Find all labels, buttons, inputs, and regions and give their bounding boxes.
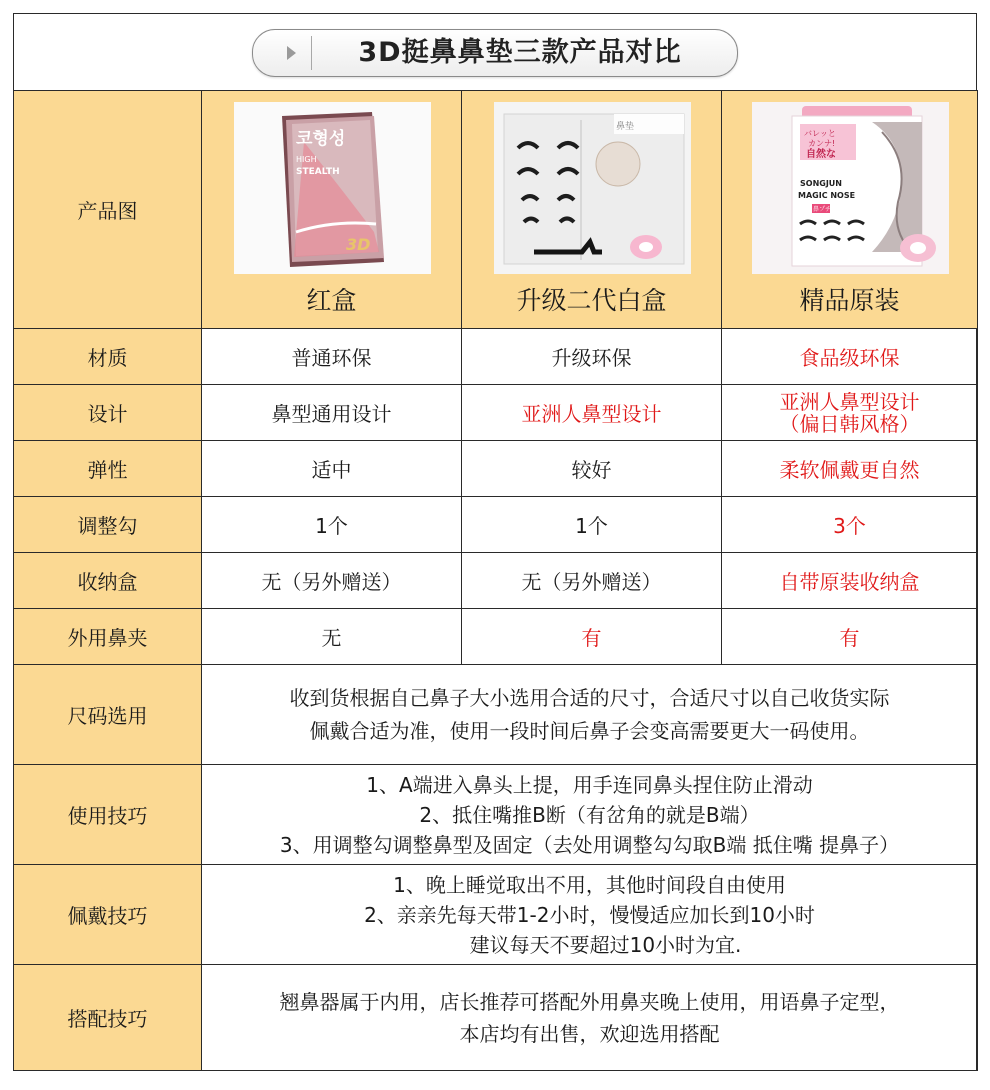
table-cell: 适中: [202, 441, 462, 497]
red-box-product-photo: [234, 102, 431, 274]
cell-line: 亚洲人鼻型设计: [779, 389, 920, 414]
table-cell-highlight: 食品级环保: [722, 329, 978, 385]
table-cell: 无（另外赠送）: [202, 553, 462, 609]
table-row: [14, 497, 978, 553]
info-row: [14, 665, 978, 765]
row-label: 材质: [14, 329, 202, 385]
info-row: [14, 865, 978, 965]
table-cell: 无: [202, 609, 462, 665]
info-line: 3、用调整勾调整鼻型及固定（去处用调整勾勾取B端 抵住嘴 提鼻子）: [279, 832, 900, 857]
info-line: 1、晚上睡觉取出不用，其他时间段自由使用: [393, 872, 786, 897]
info-row: [14, 965, 978, 1071]
title-pill: [252, 29, 738, 77]
red-box-badge: 3D: [346, 234, 371, 254]
row-label: 使用技巧: [14, 765, 202, 865]
info-line: 2、抵住嘴推B断（有岔角的就是B端）: [419, 802, 760, 827]
comparison-frame: [13, 13, 977, 1071]
orig-jp-text3: 自然な: [806, 148, 836, 160]
table-cell: 普通环保: [202, 329, 462, 385]
red-box-illustration: [234, 102, 431, 274]
original-package-illustration: [752, 102, 949, 274]
table-cell: 鼻型通用设计: [202, 385, 462, 441]
table-row: [14, 609, 978, 665]
info-cell: [202, 765, 978, 865]
table-cell: 1个: [462, 497, 722, 553]
row-label: 搭配技巧: [14, 965, 202, 1071]
info-line: 2、亲亲先每天带1-2小时，慢慢适应加长到10小时: [364, 902, 815, 927]
row-label: 设计: [14, 385, 202, 441]
product-cell-red-box: [202, 91, 462, 329]
cell-line: （偏日韩风格）: [779, 411, 920, 436]
red-box-line2: STEALTH: [296, 166, 340, 177]
white-box-product-photo: [494, 102, 691, 274]
title-bar: [14, 14, 976, 91]
original-package-product-photo: [752, 102, 949, 274]
red-box-brand-text: 코형성: [296, 128, 346, 149]
table-cell: 无（另外赠送）: [462, 553, 722, 609]
red-box-line1: HIGH: [296, 154, 317, 164]
row-label: 尺码选用: [14, 665, 202, 765]
info-cell: [202, 665, 978, 765]
row-label: 佩戴技巧: [14, 865, 202, 965]
table-cell-highlight: 有: [722, 609, 978, 665]
table-cell-highlight: 3个: [722, 497, 978, 553]
info-line: 建议每天不要超过10小时为宜.: [469, 932, 742, 957]
info-cell: [202, 865, 978, 965]
orig-brand2: MAGIC NOSE: [798, 190, 856, 200]
table-row: [14, 329, 978, 385]
orig-tag: 鼻プチ: [813, 205, 832, 213]
table-row: [14, 385, 978, 441]
product-name: 精品原装: [799, 285, 900, 315]
row-label: 调整勾: [14, 497, 202, 553]
table-row: [14, 441, 978, 497]
table-cell-highlight: [722, 385, 978, 441]
table-cell-highlight: 亚洲人鼻型设计: [462, 385, 722, 441]
row-label: 收纳盒: [14, 553, 202, 609]
white-box-brand: 鼻垫: [616, 121, 635, 132]
table-cell: 升级环保: [462, 329, 722, 385]
row-label: 弹性: [14, 441, 202, 497]
orig-jp-text1: バレッと: [804, 128, 836, 138]
table-cell-highlight: 有: [462, 609, 722, 665]
product-image-row: [14, 91, 978, 329]
table-row: [14, 553, 978, 609]
info-cell: [202, 965, 978, 1071]
info-line: 翘鼻器属于内用，店长推荐可搭配外用鼻夹晚上使用，用语鼻子定型，: [279, 989, 900, 1014]
table-cell-highlight: 柔软佩戴更自然: [722, 441, 978, 497]
info-line: 收到货根据自己鼻子大小选用合适的尺寸，合适尺寸以自己收货实际: [289, 685, 890, 710]
table-cell-highlight: 自带原装收纳盒: [722, 553, 978, 609]
orig-jp-text2: カンナ!: [808, 138, 836, 148]
product-cell-original: [722, 91, 978, 329]
product-name: 红盒: [306, 285, 357, 315]
comparison-table: [13, 90, 978, 1071]
info-line: 佩戴合适为准，使用一段时间后鼻子会变高需要更大一码使用。: [309, 718, 870, 743]
white-box-illustration: [494, 102, 691, 274]
info-line: 本店均有出售，欢迎选用搭配: [459, 1021, 720, 1046]
product-cell-white-box: [462, 91, 722, 329]
product-name: 升级二代白盒: [516, 285, 667, 315]
row-label: 外用鼻夹: [14, 609, 202, 665]
row-label: 产品图: [14, 91, 202, 329]
info-line: 1、A端进入鼻头上提，用手连同鼻头捏住防止滑动: [366, 772, 813, 797]
info-row: [14, 765, 978, 865]
orig-brand1: SONGJUN: [800, 178, 842, 188]
table-cell: 较好: [462, 441, 722, 497]
table-cell: 1个: [202, 497, 462, 553]
page-title: 3D挺鼻鼻垫三款产品对比: [358, 36, 682, 68]
play-arrow-icon: [271, 36, 312, 70]
